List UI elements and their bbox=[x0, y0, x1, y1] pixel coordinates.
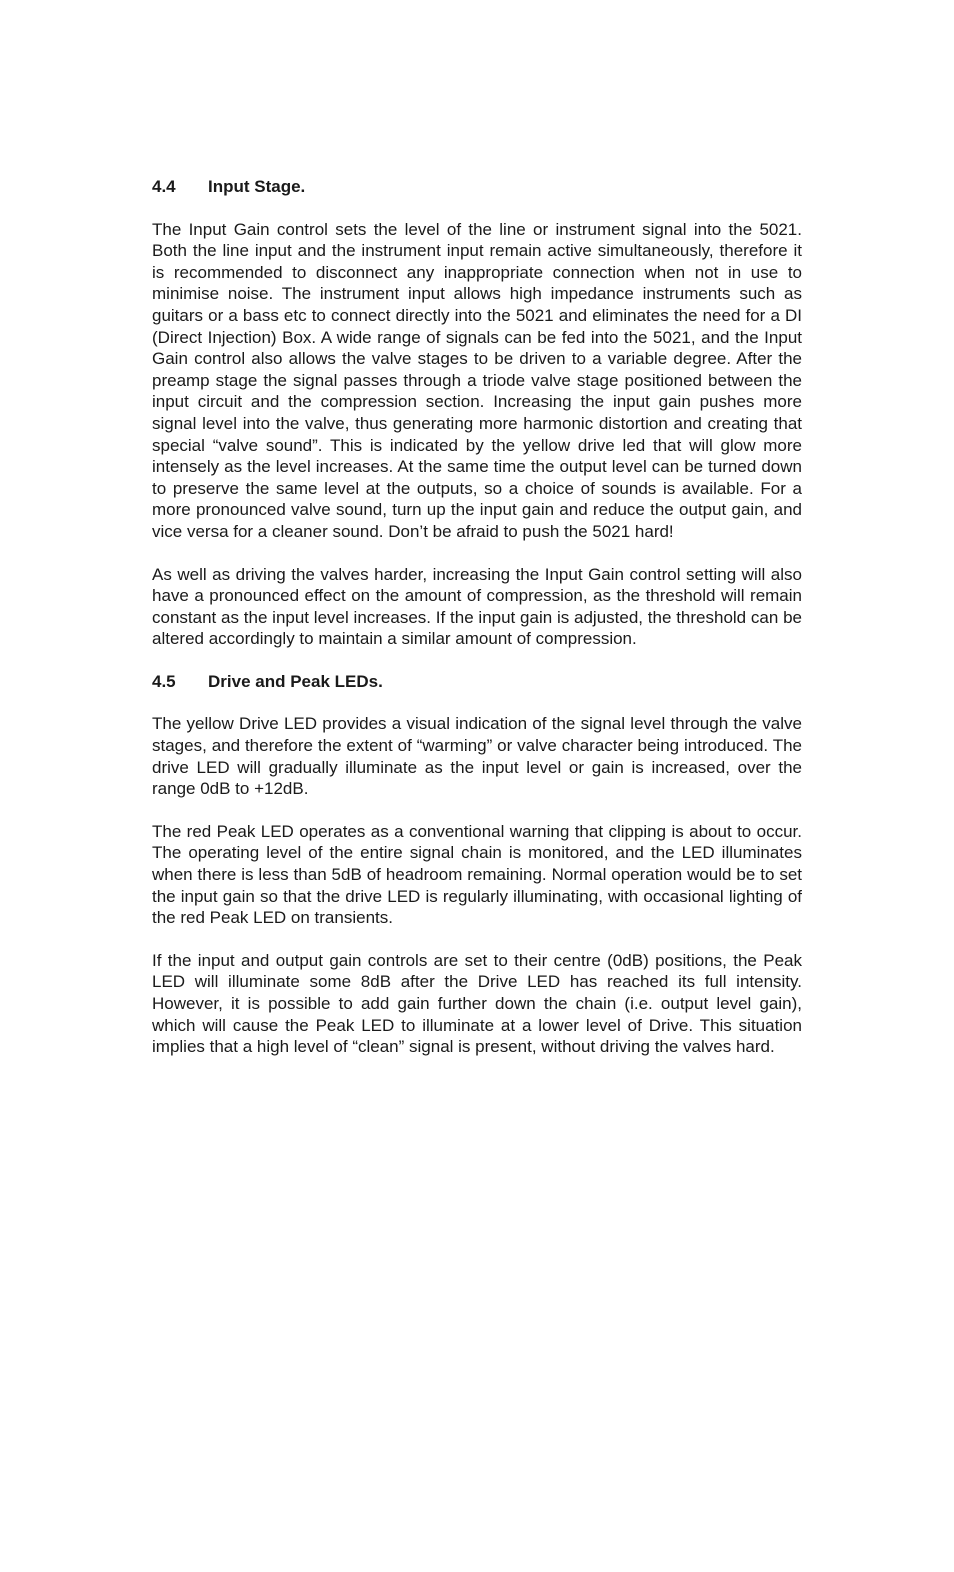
section-number: 4.5 bbox=[152, 671, 176, 691]
paragraph-drive-led: The yellow Drive LED provides a visual indication of the signal level through the valve stages, and therefore the extent of “warming” or valve character being introduced. The drive LED will gradually illuminate as the input level or gain is increased, over the range 0dB to +12dB. bbox=[152, 714, 802, 799]
document-page bbox=[152, 176, 802, 1079]
paragraph-compression-effect: As well as driving the valves harder, increasing the Input Gain control setting will also have a pronounced effect on the amount of compression, as the threshold will remain constant as the input level increases. If the input gain is adjusted, the threshold can be altered accordingly to maintain a similar amount of compression. bbox=[152, 564, 802, 649]
section-title: Drive and Peak LEDs. bbox=[208, 671, 383, 691]
paragraph-input-gain: The Input Gain control sets the level of the line or instrument signal into the 5021. Both the line input and the instrument input remain active simultaneously, therefore it is recommended to disconnect any inappropriate connection when not in use to minimise noise. The instrument input allows high impedance instruments such as guitars or a bass etc to connect directly into the 5021 and eliminates the need for a DI (Direct Injection) Box. A wide range of signals can be fed into the 5021, and the Input Gain control also allows the valve stages to be driven to a variable degree. After the preamp stage the signal passes through a triode valve stage positioned between the input circuit and the compression section. Increasing the input gain pushes more signal level into the valve, thus generating more harmonic distortion and creating that special “valve sound”. This is indicated by the yellow drive led that will glow more intensely as the level increases. At the same time the output level can be turned down to preserve the same level at the outputs, so a choice of sounds is available. For a more pronounced valve sound, turn up the input gain and reduce the output gain, and vice versa for a cleaner sound. Don’t be afraid to push the 5021 hard! bbox=[152, 219, 802, 541]
paragraph-gain-centre-positions: If the input and output gain controls are set to their centre (0dB) positions, the Peak LED will illuminate some 8dB after the Drive LED has reached its full intensity. However, it is possible to add gain further down the chain (i.e. output level gain), which will cause the Peak LED to illuminate at a lower level of Drive. This situation implies that a high level of “clean” signal is present, without driving the valves hard. bbox=[152, 950, 802, 1057]
paragraph-peak-led: The red Peak LED operates as a conventional warning that clipping is about to occur. The operating level of the entire signal chain is monitored, and the LED illuminates when there is less than 5dB of headroom remaining. Normal operation would be to set the input gain so that the drive LED is regularly illuminating, with occasional lighting of the red Peak LED on transients. bbox=[152, 821, 802, 928]
section-heading-input-stage bbox=[152, 176, 802, 198]
section-heading-drive-peak-leds bbox=[152, 671, 802, 693]
section-title: Input Stage. bbox=[208, 177, 306, 196]
section-number: 4.4 bbox=[152, 177, 176, 196]
